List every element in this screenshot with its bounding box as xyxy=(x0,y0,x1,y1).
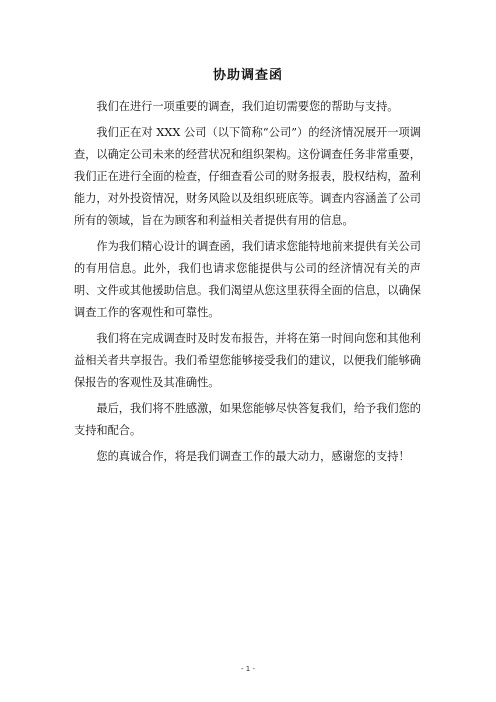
paragraph-6: 您的真诚合作，将是我们调查工作的最大动力，感谢您的支持！ xyxy=(96,450,410,463)
paragraph-5: 最后，我们将不胜感激，如果您能够尽快答复我们，给予我们您的支持和配合。 xyxy=(74,402,421,437)
page-number: - 1 - xyxy=(241,665,255,673)
paragraph-3: 作为我们精心设计的调查函，我们请求您能特地前来提供有关公司的有用信息。此外，我们也请求您能提供与公司的经济情况有关的声明、文件或其他援助信息。我们渴望从您这里获得全面的信息，以确保调查工作的客观性和可靠性。 xyxy=(74,240,421,319)
paragraph-1: 我们在进行一项重要的调查，我们迫切需要您的帮助与支持。 xyxy=(96,100,399,113)
paragraph-2: 我们正在对 XXX 公司（以下简称“公司”）的经济情况展开一项调查，以确定公司未来的经营状况和组织架构。这份调查任务非常重要，我们正在进行全面的检查，仔细查看公司的财务报表，股权结构，盈利能力，对外投资情况，财务风险以及组织班底等。调查内容涵盖了公司所有的领域，旨在为顾客和利益相关者提供有用的信息。 xyxy=(74,126,421,227)
document-title: 协助调查函 xyxy=(212,68,283,83)
paragraph-4: 我们将在完成调查时及时发布报告，并将在第一时间向您和其他利益相关者共享报告。我们希望您能够接受我们的建议，以便我们能够确保报告的客观性及其准确性。 xyxy=(74,332,421,389)
document-body xyxy=(74,96,421,472)
